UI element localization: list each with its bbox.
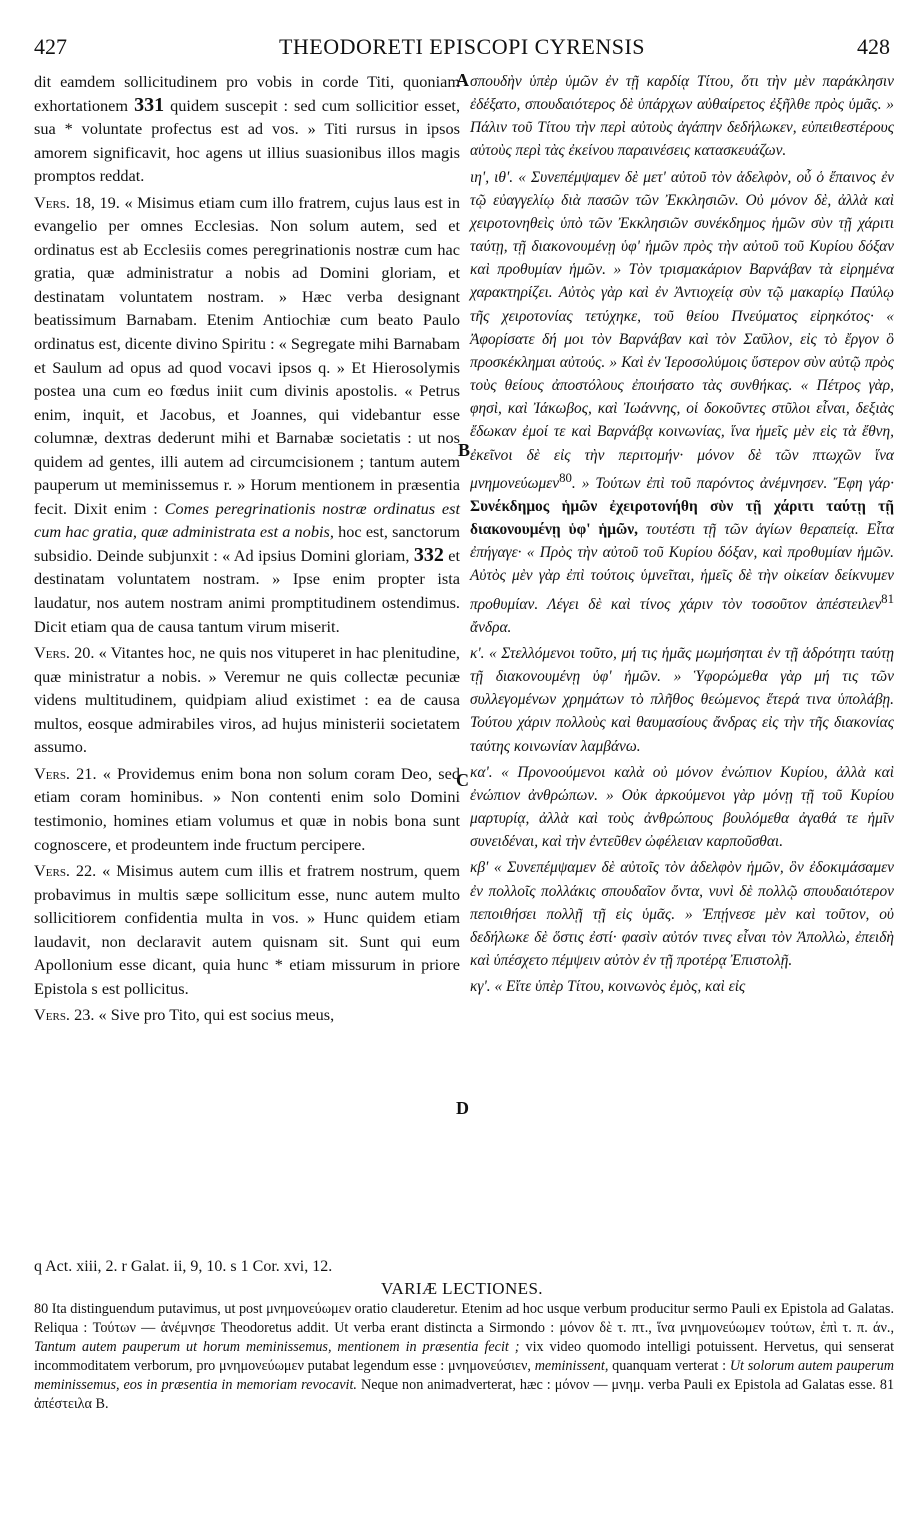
margin-letter: A — [456, 70, 469, 90]
latin-text: « Providemus enim bona non solum coram Deo, sed etiam coram hominibus. » Non contenti enim solo Domini testimonio, homines etiam volumus et quæ in nobis bona sunt cognoscere, et prodeuntem inde fructum percipere. — [34, 763, 460, 854]
latin-paragraph — [34, 641, 460, 759]
column-number: 331 — [134, 93, 165, 116]
latin-text: « Vitantes hoc, ne quis nos vituperet in hac plenitudine, quæ ministratur a nobis. » Veremur ne quis collectæ pecuniæ videns multitudinem, quidpiam aliud existimet : ea de causa multos, eosque admirabiles viros, ad hujus ministerii societatem assumo. — [34, 643, 460, 757]
footnote-italic-text: Ut solorum autem pauperum meminissemus, eos in præsentia in memoriam revocavit. — [34, 1358, 895, 1393]
latin-text: quidem suscepit : sed cum sollicitior esset, sua * voluntate profectus est ad vos. » Titi rursus in ipsos amorem significavit, hoc agens ut illius suasionibus illos magis promptos reddat. — [34, 95, 461, 186]
margin-letter: C — [456, 770, 469, 790]
scripture-references: q Act. xiii, 2. r Galat. ii, 9, 10. s 1 Cor. xvi, 12. — [34, 1258, 333, 1275]
latin-text: « Misimus autem cum illis et fratrem nostrum, quem probavimus in multis sæpe sollicitum esse, nunc autem multo sollicitiorem confidentia multa in vos. » Hunc quidem etiam laudavit, non declaravit autem quisnam sit. Sunt qui eum Apollonium esse dicant, quia hunc * etiam missurum in priore Epistola s est pollicitus. — [34, 861, 460, 998]
variae-lectiones-heading: VARIÆ LECTIONES. — [381, 1279, 543, 1298]
latin-text: hoc est, sanctorum subsidio. Deinde subjunxit : « Ad ipsius Domini gloriam, — [34, 522, 461, 565]
greek-paragraph — [470, 166, 894, 639]
greek-paragraph: κβ' « Συνεπέμψαμεν δὲ αὐτοῖς τὸν ἀδελφὸν ἡμῶν, ὃν ἐδοκιμάσαμεν ἐν πολλοῖς πολλάκις σπουδαῖον ὄντα, νυνὶ δὲ πολλῷ σπουδαιότερον πεποιθήσει πολλῇ τῇ εἰς ὑμᾶς. » Ἐπῄνεσε μὲν καὶ τοῦτον, οὐ δεδήλωκε δὲ ὅστις ἐστί· φασὶν αὐτόν τινες εἶναι τὸν Ἀπολλὼ, ἐπειδὴ καὶ ὑπέσχετο πέμψειν αὐτὸν ἐν τῇ προτέρᾳ Ἐπιστολῇ. — [470, 859, 894, 970]
greek-text: . » Τούτων ἐπὶ τοῦ παρόντος ἀνέμνησεν. Ἔφη γάρ· — [571, 474, 894, 492]
footnote — [34, 1300, 894, 1414]
footnote-text: vix video quomodo intelligi potuissent. Hervetus, qui senserat incommoditatem verborum, pro μνημονεύωμεν putabat legendum esse : μνημονεύσιεν, — [34, 1339, 895, 1374]
greek-paragraph: κγ'. « Εἴτε ὑπὲρ Τίτου, κοινωνὸς ἐμὸς, καὶ εἰς — [470, 978, 746, 996]
latin-italic-text: Comes peregrinationis nostræ ordinatus est cum hac gratia, quæ administrata est a nobis, — [34, 498, 460, 542]
latin-column — [34, 70, 460, 1027]
greek-text: ιη', ιθ'. « Συνεπέμψαμεν δὲ μετ' αὐτοῦ τὸν ἀδελφὸν, οὗ ὁ ἔπαινος ἐν τῷ εὐαγγελίῳ διὰ πασῶν τῶν Ἐκκλησιῶν. Οὐ μόνον δὲ, ἀλλὰ καὶ χειροτονηθεὶς ὑπὸ τῶν Ἐκκλησιῶν συνέκδημος ἡμῶν σὺν τῇ χάριτι ταύτῃ, τῇ διακονουμένῃ ὑφ' ἡμῶν πρὸς τὴν αὐτοῦ τοῦ Κυρίου δόξαν καὶ προθυμίαν ἡμῶν. » Τὸν τρισμακάριον Βαρνάβαν τὰ εἰρημένα χαρακτηρίζει. Αὐτὸς γὰρ καὶ ἐν Ἀντιοχείᾳ σὺν τῷ μακαρίῳ Παύλῳ τῆς χειροτονίας τετύχηκε, τοῦ θείου Πνεύματος εἰρηκότος· « Ἀφορίσατε δή μοι τὸν Βαρνάβαν καὶ τὸν Σαῦλον, εἰς τὸ ἔργον ὃ προσκέκλημαι αὐτούς. » Καὶ ἐν Ἱεροσολύμοις ὕστερον σὺν αὐτῷ πρὸς τοὺς θείους ἀποστόλους ἐποιήσατο τὰς συνθήκας. « Πέτρος γὰρ, φησὶ, καὶ Ἰάκωβος, καὶ Ἰωάννης, οἱ δοκοῦντες στῦλοι εἶναι, δεξιὰς ἔδωκαν ἐμοί τε καὶ Βαρνάβᾳ κοινωνίας, ἵνα ἡμεῖς μὲν εἰς τὰ ἔθνη, ἐκεῖνοι δὲ εἰς τὴν περιτομήν· μόνον δὲ τῶν πτωχῶν ἵνα μνημονεύωμεν — [470, 168, 894, 492]
verse-label: Vers. 23. — [34, 1005, 95, 1025]
footnote-italic-text: meminissent, — [534, 1358, 609, 1374]
running-title: THEODORETI EPISCOPI CYRENSIS — [278, 34, 646, 59]
footnotes — [34, 1300, 894, 1414]
greek-text: ἄνδρα. — [470, 618, 512, 636]
running-header — [34, 34, 890, 62]
latin-text: « Misimus etiam cum illo fratrem, cujus laus est in evangelio per omnes Ecclesias. Non solum autem, sed et ordinatus est ab Ecclesiis comes peregrinationis nostræ cum hac gratia, quæ administratur a nobis ad Domini gloriam, et destinatam voluntatem nostram. » Hæc verba designant beatissimum Barnabam. Etenim Antiochiæ cum beato Paulo ordinatus est, dicente divino Spiritu : « Segregate mihi Barnabam et Saulum ad opus ad quod vocavi ipsos q. » Et Hierosolymis postea una cum eo fœdus iniit cum divinis apostolis. « Petrus enim, inquit, et Jacobus, et Joannes, qui videbantur esse columnæ, dextras dederunt mihi et Barnabæ societatis : ut nos quidem ad gentes, illi autem ad circumcisionem ; tantum autem pauperum ut meminissemus r. » Horum mentionem in præsentia fecit. Dixit enim : — [34, 192, 460, 518]
verse-label: Vers. 20. — [34, 643, 95, 663]
footnote-text: Neque non animadverterat, hæc : μόνον — μνημ. verba Pauli ex Epistola ad Galatas esse. — [360, 1377, 876, 1393]
greek-emphasis-text: Συνέκδημος ἡμῶν ἐχειροτονήθη σὺν τῇ χάριτι ταύτῃ τῇ διακονουμένῃ ὑφ' ἡμῶν, — [470, 497, 894, 539]
greek-paragraph: κα'. « Προνοούμενοι καλὰ οὐ μόνον ἐνώπιον Κυρίου, ἀλλὰ καὶ ἐνώπιον ἀνθρώπων. » Οὐκ ἀρκούμενοι γὰρ μόνῃ τῇ τοῦ Κυρίου μαρτυρίᾳ, ἀλλὰ καὶ τοὺς ἀνθρώπους βουλόμεθα ἀγαθά τε ἡμῖν συνειδέναι, καὶ τὴν ἐντεῦθεν ὠφέλειαν καρποῦσθαι. — [470, 763, 894, 851]
latin-paragraph — [34, 191, 460, 638]
verse-label: Vers. 22. — [34, 861, 97, 881]
latin-paragraph — [34, 70, 460, 188]
page-number-right: 428 — [857, 34, 890, 59]
footnote-ref: 81 — [881, 591, 894, 606]
footnote-ref: 80 — [559, 470, 572, 485]
margin-letter: B — [458, 440, 471, 460]
column-number: 332 — [413, 543, 444, 566]
greek-paragraph: κ'. « Στελλόμενοι τοῦτο, μή τις ἡμᾶς μωμήσηται ἐν τῇ ἁδρότητι ταύτῃ τῇ διακονουμένῃ ὑφ' ἡμῶν. » Ὑφορώμεθα γὰρ μή τις τῶν συλλεγομένων χρημάτων τὸ πλῆθος θεώμενος ἕτερά τινα ὑπολάβῃ. Τούτου χάριν πολλοὺς καὶ θαυμασίους ἄνδρας εἰς τὴν τῆς διακονίας ταύτης κοινωνίαν λαμβάνω. — [470, 645, 894, 755]
footnote-italic-text: Tantum autem pauperum ut horum meminissemus, mentionem in præsentia fecit ; — [34, 1339, 520, 1355]
latin-text: et destinatam voluntatem nostram. » Ipse enim propter ista laudatur, nos autem nostram animi promptitudinem ostendimus. Dicit etiam qua de causa tantum virum miserit. — [34, 545, 460, 636]
latin-text: dit eamdem sollicitudinem pro vobis in corde Titi, quoniam exhortationem — [34, 72, 460, 115]
verse-label: Vers. 21. — [34, 763, 97, 783]
latin-paragraph — [34, 762, 460, 856]
latin-paragraph — [34, 859, 460, 1000]
footnote-text: 81 ἀπέστειλα B. — [34, 1377, 895, 1412]
latin-text: « Sive pro Tito, qui est socius meus, — [98, 1005, 335, 1025]
footnote-text: 80 Ita distinguendum putavimus, ut post μνημονεύωμεν oratio clauderetur. Etenim ad hoc usque verbum producitur sermo Pauli ex Epistola ad Galatas. Reliqua : Τούτων — ἀνέμνησε Theodoretus addit. Ut verba erant distincta a Sirmondo : μόνον δὲ τ. πτ., ἵνα μνημονεύωμεν τούτων, ἐπὶ τ. π. άν., — [34, 1301, 894, 1336]
footnote-text: quanquam verterat : — [612, 1358, 727, 1374]
verse-label: Vers. 18, 19. — [34, 192, 120, 212]
greek-paragraph: σπουδὴν ὑπὲρ ὑμῶν ἐν τῇ καρδίᾳ Τίτου, ὅτι τὴν μὲν παράκλησιν ἐδέξατο, σπουδαιότερος δὲ ὑπάρχων αὐθαίρετος ἐξῆλθε πρὸς ὑμᾶς. » Πάλιν τοῦ Τίτου τὴν περὶ αὐτοὺς ἀγάπην δεδήλωκεν, εὐπειθεστέρους αὐτοὺς περὶ τὰς ἐκείνου παραινέσεις κατασκευάζων. — [470, 73, 894, 160]
greek-text: τουτέστι τῇ τῶν ἁγίων θεραπείᾳ. Εἶτα ἐπήγαγε· « Πρὸς τὴν αὐτοῦ τοῦ Κυρίου δόξαν, καὶ προθυμίαν ἡμῶν. Αὐτὸς μὲν γὰρ ἐπὶ τούτοις ὑμνεῖται, ἡμεῖς δὲ τὴν οἰκείαν δείκνυμεν προθυμίαν. Λέγει δὲ καὶ τίνος χάριν τὸν τοσοῦτον ἀπέστειλεν — [470, 521, 894, 613]
greek-column — [470, 70, 894, 998]
margin-letter: D — [456, 1098, 469, 1118]
page-number-left: 427 — [34, 34, 67, 59]
latin-paragraph — [34, 1003, 460, 1027]
